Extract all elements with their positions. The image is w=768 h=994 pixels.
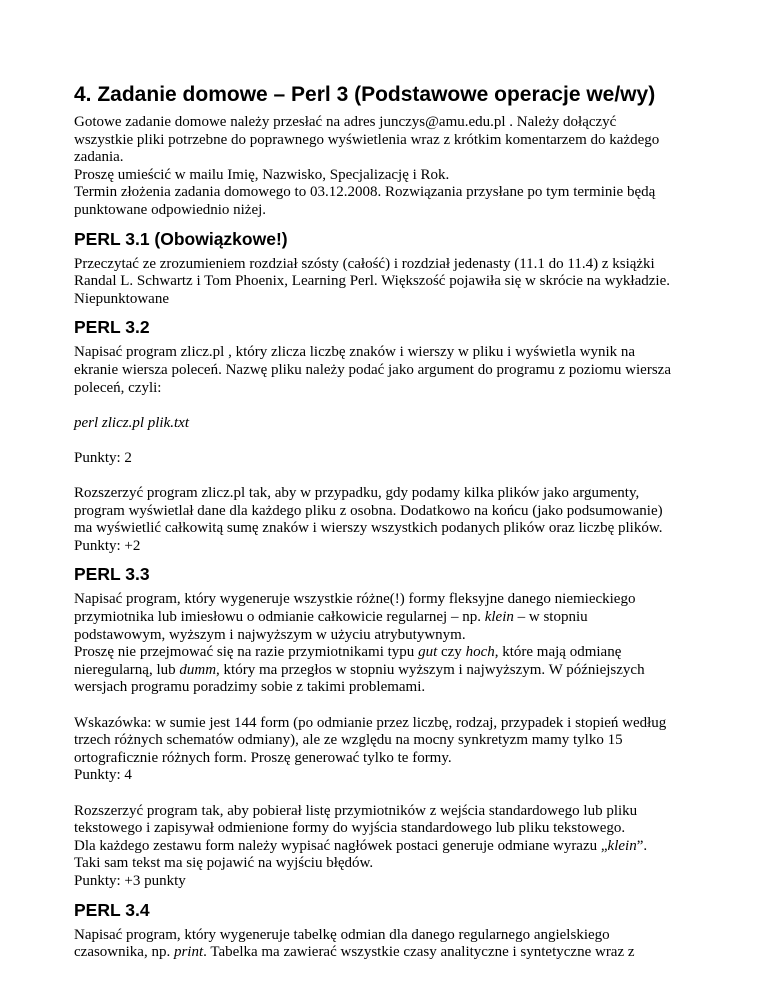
example-word: gut [418, 644, 438, 661]
intro-line: Termin złożenia zadania domowego to 03.12.2008. Rozwiązania przysłane po tym terminie będą [74, 184, 656, 201]
section-perl-3-4 [74, 899, 714, 962]
points-label: Punkty: 4 [74, 767, 132, 784]
text-line: , który ma przegłos w stopniu wyższym i najwyższym. W późniejszych [216, 661, 645, 678]
intro-text [74, 114, 714, 220]
text-line: ortograficznie różnych form. Proszę generować tylko te formy. [74, 749, 452, 766]
intro-line: Gotowe zadanie domowe należy przesłać na adres junczys@amu.edu.pl . Należy dołączyć [74, 114, 617, 130]
command-example [74, 415, 714, 433]
hint-text [74, 715, 714, 785]
text-line: Proszę nie przejmować się na razie przymiotnikami typu [74, 644, 415, 661]
command-text: perl zlicz.pl plik.txt [74, 414, 189, 431]
text-line: . Tabelka ma zawierać wszystkie czasy analityczne i syntetyczne wraz z [203, 944, 635, 961]
intro-line: zadania. [74, 149, 124, 166]
text-line: czy [440, 644, 462, 661]
text-line: – w stopniu [517, 609, 588, 626]
text-line: podstawowym, wyższym i najwyższym w użyciu atrybutywnym. [74, 626, 466, 643]
document-page [74, 82, 714, 962]
text-line: ”. [636, 837, 648, 854]
text-line: Napisać program, który wygeneruje wszystkie różne(!) formy fleksyjne danego niemieckiego [74, 591, 636, 608]
section-perl-3-1 [74, 228, 714, 309]
section-text [74, 927, 714, 962]
intro-line: Proszę umieścić w mailu Imię, Nazwisko, Specjalizację i Rok. [74, 166, 450, 183]
text-line: tekstowego i zapisywał odmienione formy do wyjścia standardowego lub pliku tekstowego. [74, 820, 626, 837]
text-line: Taki sam tekst ma się pojawić na wyjściu błędów. [74, 855, 374, 872]
text-line: trzech różnych schematów odmiany), ale ze względu na mocny synkretyzm mamy tylko 15 [74, 732, 623, 749]
text-line: Wskazówka: w sumie jest 144 form (po odmianie przez liczbę, rodzaj, przypadek i stopień według [74, 714, 667, 731]
text-line: czasownika, np. [74, 944, 171, 961]
intro-section [74, 114, 714, 220]
text-line: Niepunktowane [74, 290, 169, 307]
points-label: Punkty: 2 [74, 449, 132, 466]
text-line: program wyświetlał dane dla każdego pliku z osobna. Dodatkowo na końcu (jako podsumowanie) [74, 502, 663, 519]
text-line: Rozszerzyć program zlicz.pl tak, aby w przypadku, gdy podamy kilka plików jako argumenty, [74, 485, 640, 502]
example-word: hoch [465, 644, 495, 661]
points-label: Punkty: +3 punkty [74, 872, 186, 889]
text-line: poleceń, czyli: [74, 379, 162, 396]
text-line: Napisać program, który wygeneruje tabelkę odmian dla danego regularnego angielskiego [74, 926, 610, 943]
text-line: Napisać program zlicz.pl , który zlicza liczbę znaków i wierszy w pliku i wyświetla wynik na [74, 344, 636, 361]
section-heading: PERL 3.2 [74, 317, 150, 338]
text-line: Dla każdego zestawu form należy wypisać nagłówek postaci generuje odmiane wyrazu „ [74, 837, 608, 854]
text-line: ma wyświetlić całkowitą sumę znaków i wierszy wszystkich podanych plików oraz liczbę plików. [74, 520, 663, 537]
points-label: Punkty: +2 [74, 537, 141, 554]
text-line: przymiotnika lub imiesłowu o odmianie całkowicie regularnej – np. [74, 609, 481, 626]
section-text [74, 803, 714, 891]
section-text [74, 256, 714, 309]
section-text [74, 591, 714, 697]
example-word: dumm [179, 661, 217, 678]
text-line: wersjach programu poradzimy sobie z takimi problemami. [74, 679, 426, 696]
section-heading: PERL 3.4 [74, 899, 150, 920]
example-word: klein [607, 837, 637, 854]
section-perl-3-3 [74, 563, 714, 890]
section-text [74, 344, 714, 397]
intro-line: wszystkie pliki potrzebne do poprawnego wyświetlenia wraz z krótkim komentarzem do każdego [74, 131, 660, 148]
text-line: Przeczytać ze zrozumieniem rozdział szósty (całość) i rozdział jedenasty (11.1 do 11.4) z książki [74, 255, 655, 272]
text-line: nieregularną, lub [74, 661, 176, 678]
section-perl-3-2 [74, 316, 714, 555]
section-heading: PERL 3.1 (Obowiązkowe!) [74, 228, 288, 249]
text-line: Randal L. Schwartz i Tom Phoenix, Learning Perl. Większość pojawiła się w skrócie na wykładzie. [74, 273, 670, 290]
example-word: klein [484, 609, 514, 626]
section-text [74, 485, 714, 555]
text-line: , które mają odmianę [494, 644, 622, 661]
intro-line: punktowane odpowiednio niżej. [74, 201, 267, 218]
page-title: 4. Zadanie domowe – Perl 3 (Podstawowe operacje we/wy) [74, 83, 656, 106]
section-heading: PERL 3.3 [74, 564, 150, 585]
text-line: ekranie wiersza poleceń. Nazwę pliku należy podać jako argument do programu z poziomu wiersza [74, 361, 671, 378]
text-line: Rozszerzyć program tak, aby pobierał listę przymiotników z wejścia standardowego lub pliku [74, 802, 638, 819]
example-word: print [173, 944, 204, 961]
